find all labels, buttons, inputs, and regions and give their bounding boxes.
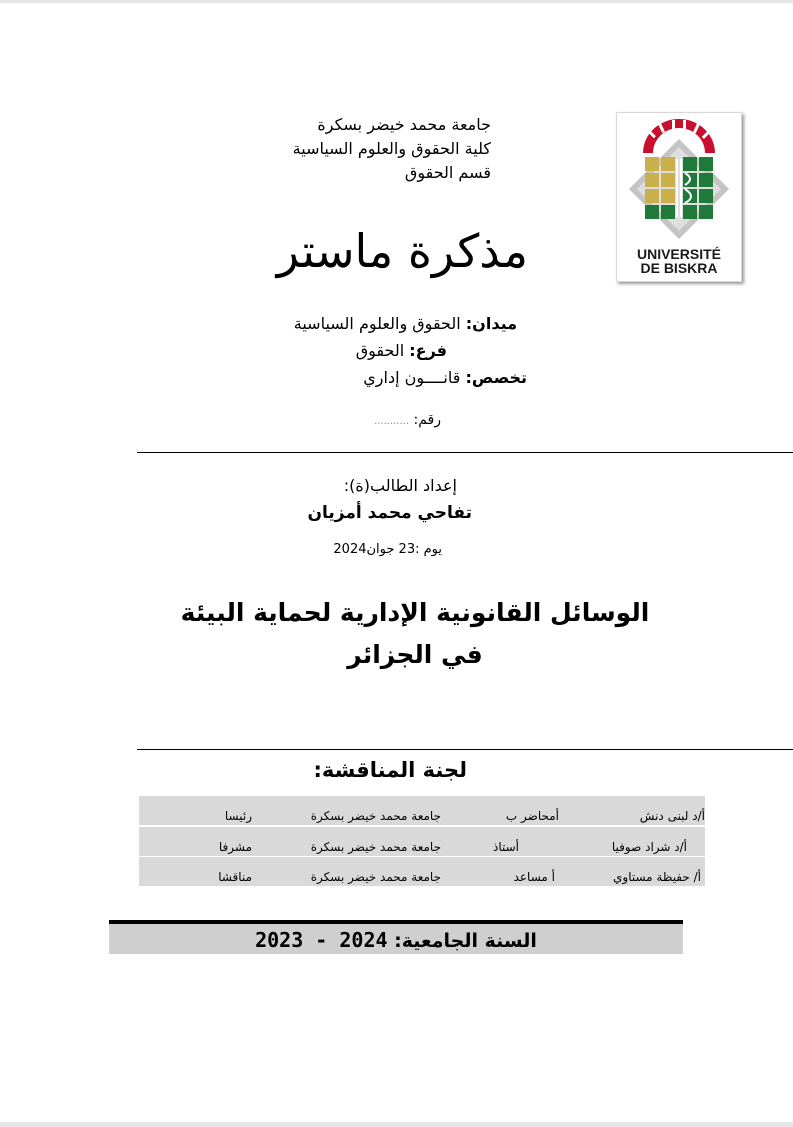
jury-row (139, 827, 705, 856)
specialty-value: قانــــون إداري (363, 368, 461, 387)
university-header (231, 113, 491, 185)
jury-member-rank: أ مساعد (513, 870, 555, 884)
jury-member-rank: أمحاضر ب (505, 809, 559, 823)
field-line (294, 313, 517, 335)
logo-text-line1: UNIVERSITÉ (636, 246, 721, 262)
number-line (374, 412, 441, 428)
academic-year-value: 2023 - 2024 (255, 928, 388, 952)
thesis-title (160, 592, 670, 676)
specialty-line (363, 367, 527, 389)
page-top-edge (0, 0, 793, 3)
divider-jury (137, 749, 793, 750)
branch-line (356, 340, 447, 362)
number-label: رقم: (413, 412, 441, 428)
logo-text-line2: DE BISKRA (640, 260, 718, 276)
jury-member-role: مشرفا (218, 840, 252, 854)
university-logo (616, 112, 742, 282)
jury-member-name: أ/ حفيظة مستاوي (613, 870, 701, 884)
jury-member-institution: جامعة محمد خيضر بسكرة (310, 840, 441, 854)
thesis-title-line2: في الجزائر (347, 640, 483, 669)
jury-title: لجنة المناقشة: (313, 758, 467, 782)
jury-member-role: مناقشا (218, 870, 252, 884)
specialty-label: تخصص: (465, 368, 527, 387)
field-value: الحقوق والعلوم السياسية (293, 314, 461, 333)
branch-value: الحقوق (355, 341, 405, 360)
academic-year-label: السنة الجامعية: (394, 930, 537, 952)
prepared-by-label: إعداد الطالب(ة): (343, 476, 457, 495)
department-name: قسم الحقوق (404, 163, 491, 182)
jury-row (139, 857, 705, 886)
jury-member-role: رئيسا (224, 809, 252, 823)
branch-label: فرع: (409, 341, 447, 360)
thesis-title-line1: الوسائل القانونية الإدارية لحماية البيئة (180, 598, 650, 627)
jury-member-name: أ/د شراد صوفيا (611, 840, 687, 854)
student-name: تفاحي محمد أمزيان (307, 503, 472, 523)
faculty-name: كلية الحقوق والعلوم السياسية (292, 139, 491, 158)
document-type-title: مذكرة ماستر (276, 224, 528, 278)
defense-date: يوم :23 جوان2024 (333, 542, 442, 557)
jury-row (139, 796, 705, 825)
divider-top (137, 452, 793, 453)
jury-member-rank: أستاذ (492, 840, 519, 854)
jury-member-institution: جامعة محمد خيضر بسكرة (310, 809, 441, 823)
jury-member-institution: جامعة محمد خيضر بسكرة (310, 870, 441, 884)
university-name: جامعة محمد خيضر بسكرة (317, 115, 491, 134)
academic-year (109, 924, 683, 954)
number-value: ........... (374, 416, 410, 427)
jury-member-name: أ/د لبنى دنش (639, 809, 705, 823)
field-label: ميدان: (465, 314, 517, 333)
page-bottom-edge (0, 1122, 793, 1127)
